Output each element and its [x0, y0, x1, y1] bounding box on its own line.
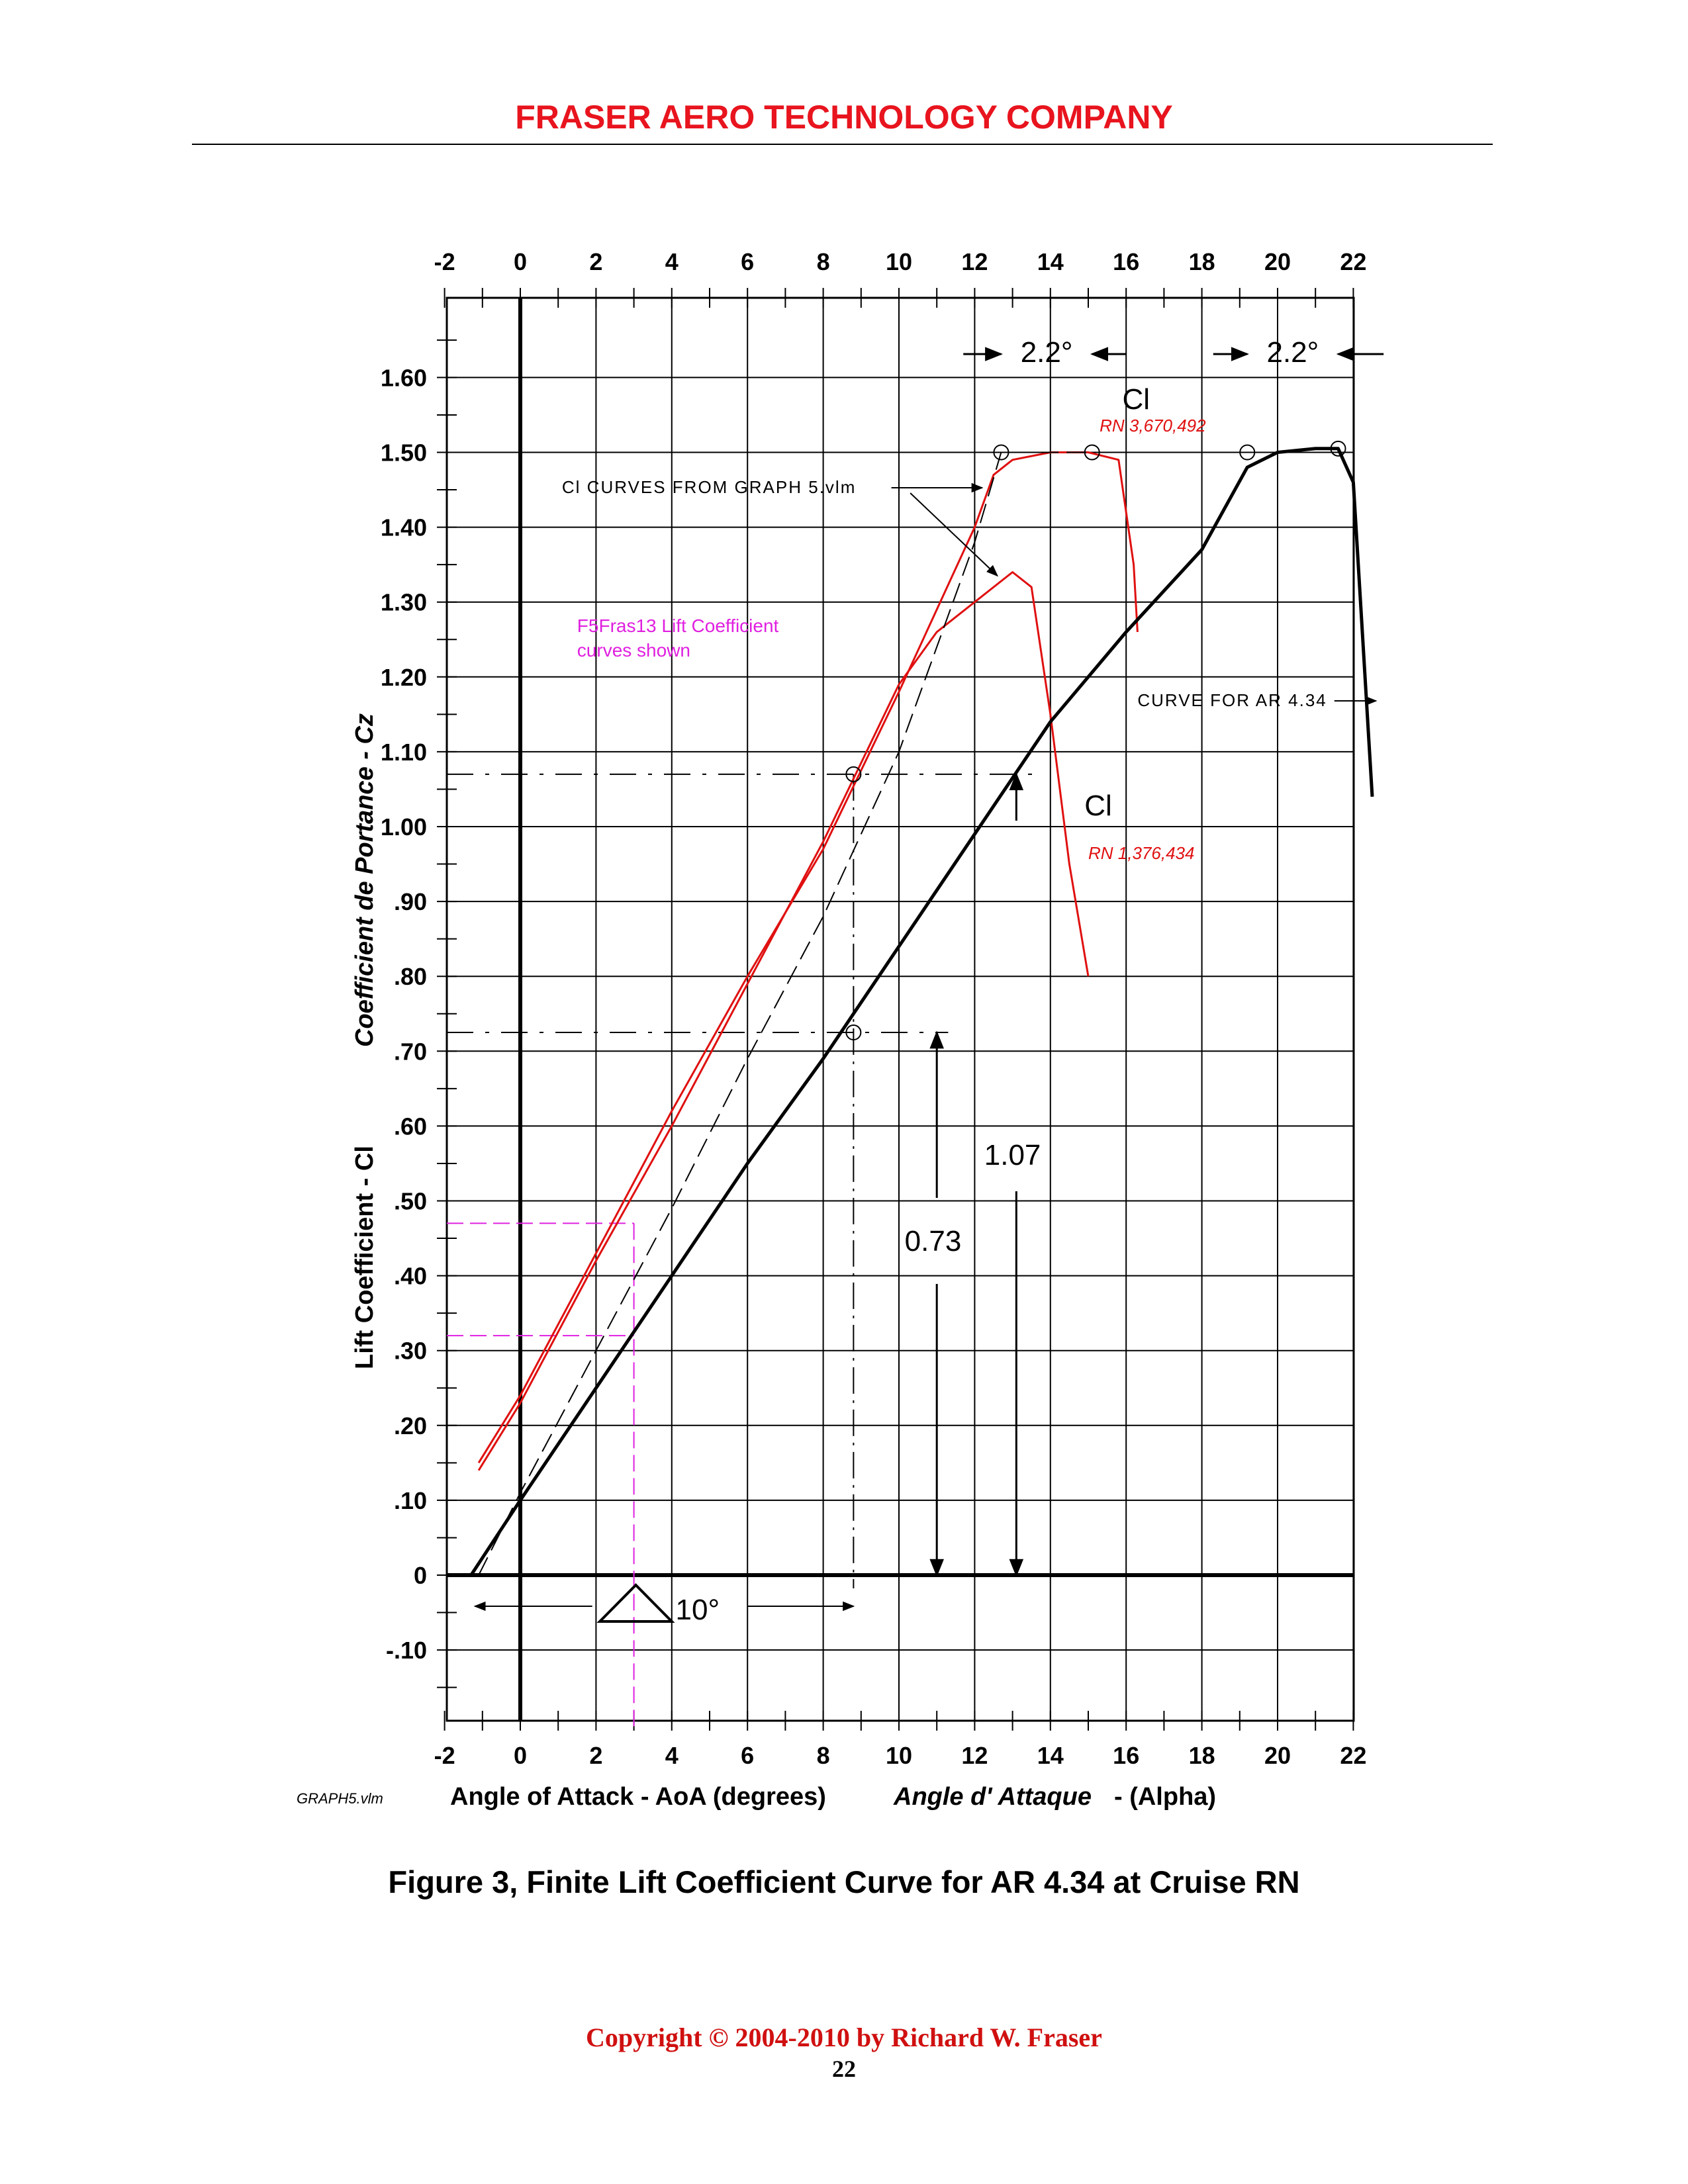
plot-frame: [447, 298, 1354, 1721]
x-tick-label-top: 18: [1188, 248, 1215, 275]
x-tick-label-bottom: 10: [885, 1742, 913, 1769]
y-axis-title: Lift Coefficient - Cl: [351, 1146, 379, 1369]
y-tick-label: 1.10: [380, 738, 427, 766]
y-tick-label: .30: [393, 1337, 427, 1365]
graph-file-label: GRAPH5.vlm: [297, 1790, 383, 1807]
chart-grid: [447, 298, 1354, 1721]
company-header: FRASER AERO TECHNOLOGY COMPANY: [515, 99, 1173, 136]
chart-ticks: [381, 248, 1367, 1769]
y-tick-label: .50: [393, 1187, 427, 1215]
x-tick-label-top: 0: [513, 248, 528, 275]
chart-markers: [846, 441, 1345, 1040]
chart-labels: [297, 336, 1383, 1811]
y-tick-label: .80: [393, 963, 427, 991]
f5-label-line2: curves shown: [577, 640, 690, 660]
x-tick-label-top: 20: [1264, 248, 1291, 275]
x-tick-label-bottom: 20: [1264, 1742, 1291, 1769]
copyright-notice: Copyright © 2004-2010 by Richard W. Fraser: [586, 2023, 1102, 2052]
x-tick-label-bottom: 6: [741, 1742, 755, 1769]
x-tick-label-bottom: 14: [1037, 1742, 1064, 1769]
x-tick-label-bottom: 0: [513, 1742, 528, 1769]
stall-delta-left-label: 2.2°: [1020, 336, 1073, 369]
x-tick-label-top: 22: [1340, 248, 1367, 275]
y-axis-title-french: Coefficient de Portance - Cz: [351, 713, 379, 1047]
y-tick-label: 1.00: [380, 813, 427, 841]
x-tick-label-top: 14: [1037, 248, 1064, 275]
graph5-pointer-2: [910, 493, 998, 576]
x-tick-label-top: 6: [741, 248, 755, 275]
y-tick-label: .60: [393, 1113, 427, 1140]
stall-delta-right-label: 2.2°: [1266, 336, 1319, 369]
x-axis-title-suffix: - (Alpha): [1114, 1783, 1217, 1811]
y-tick-label: 1.30: [380, 588, 427, 616]
cl-mid-label: Cl: [1084, 790, 1112, 822]
series-line-1: [479, 453, 1137, 1463]
figure-caption: Figure 3, Finite Lift Coefficient Curve for AR 4.34 at Cruise RN: [388, 1864, 1300, 1899]
ar-curve-label: CURVE FOR AR 4.34: [1137, 690, 1327, 710]
rn-low-label: RN 1,376,434: [1088, 843, 1195, 863]
x-axis-title-french: Angle d' Attaque: [894, 1783, 1092, 1811]
y-tick-label: 1.50: [380, 439, 427, 467]
x-axis-title: Angle of Attack - AoA (degrees): [450, 1783, 826, 1811]
x-tick-label-bottom: 16: [1113, 1742, 1140, 1769]
x-tick-label-top: 16: [1113, 248, 1140, 275]
cl-value-low-label: 0.73: [904, 1225, 962, 1257]
x-tick-label-top: 8: [816, 248, 830, 275]
x-tick-label-bottom: 2: [589, 1742, 603, 1769]
y-tick-label: 0: [413, 1562, 427, 1589]
y-tick-label: .40: [393, 1262, 427, 1290]
page-number: 22: [832, 2056, 856, 2082]
y-tick-label: -.10: [385, 1637, 427, 1664]
x-tick-label-bottom: -2: [434, 1742, 455, 1769]
x-tick-label-top: 4: [665, 248, 679, 275]
y-tick-label: 1.20: [380, 663, 427, 691]
y-tick-label: 1.60: [380, 364, 427, 392]
cl-value-high-label: 1.07: [984, 1139, 1041, 1171]
y-tick-label: 1.40: [380, 514, 427, 541]
f5-label-line1: F5Fras13 Lift Coefficient: [577, 615, 779, 636]
x-tick-label-bottom: 18: [1188, 1742, 1215, 1769]
y-tick-label: .90: [393, 888, 427, 916]
delta-icon: [600, 1585, 672, 1621]
y-tick-label: .20: [393, 1412, 427, 1439]
x-tick-label-top: 12: [961, 248, 988, 275]
x-tick-label-top: -2: [434, 248, 455, 275]
series-line-3: [479, 453, 1096, 1576]
x-tick-label-bottom: 12: [961, 1742, 988, 1769]
delta-aoa-label: 10°: [675, 1594, 720, 1626]
cl-top-label: Cl: [1122, 383, 1150, 416]
y-tick-label: .10: [393, 1486, 427, 1514]
rn-high-label: RN 3,670,492: [1100, 416, 1206, 435]
x-tick-label-bottom: 22: [1340, 1742, 1367, 1769]
x-tick-label-top: 10: [885, 248, 913, 275]
x-tick-label-top: 2: [589, 248, 603, 275]
graph5-curves-label: Cl CURVES FROM GRAPH 5.vlm: [561, 477, 857, 497]
x-tick-label-bottom: 8: [816, 1742, 830, 1769]
x-tick-label-bottom: 4: [665, 1742, 679, 1769]
y-tick-label: .70: [393, 1038, 427, 1066]
